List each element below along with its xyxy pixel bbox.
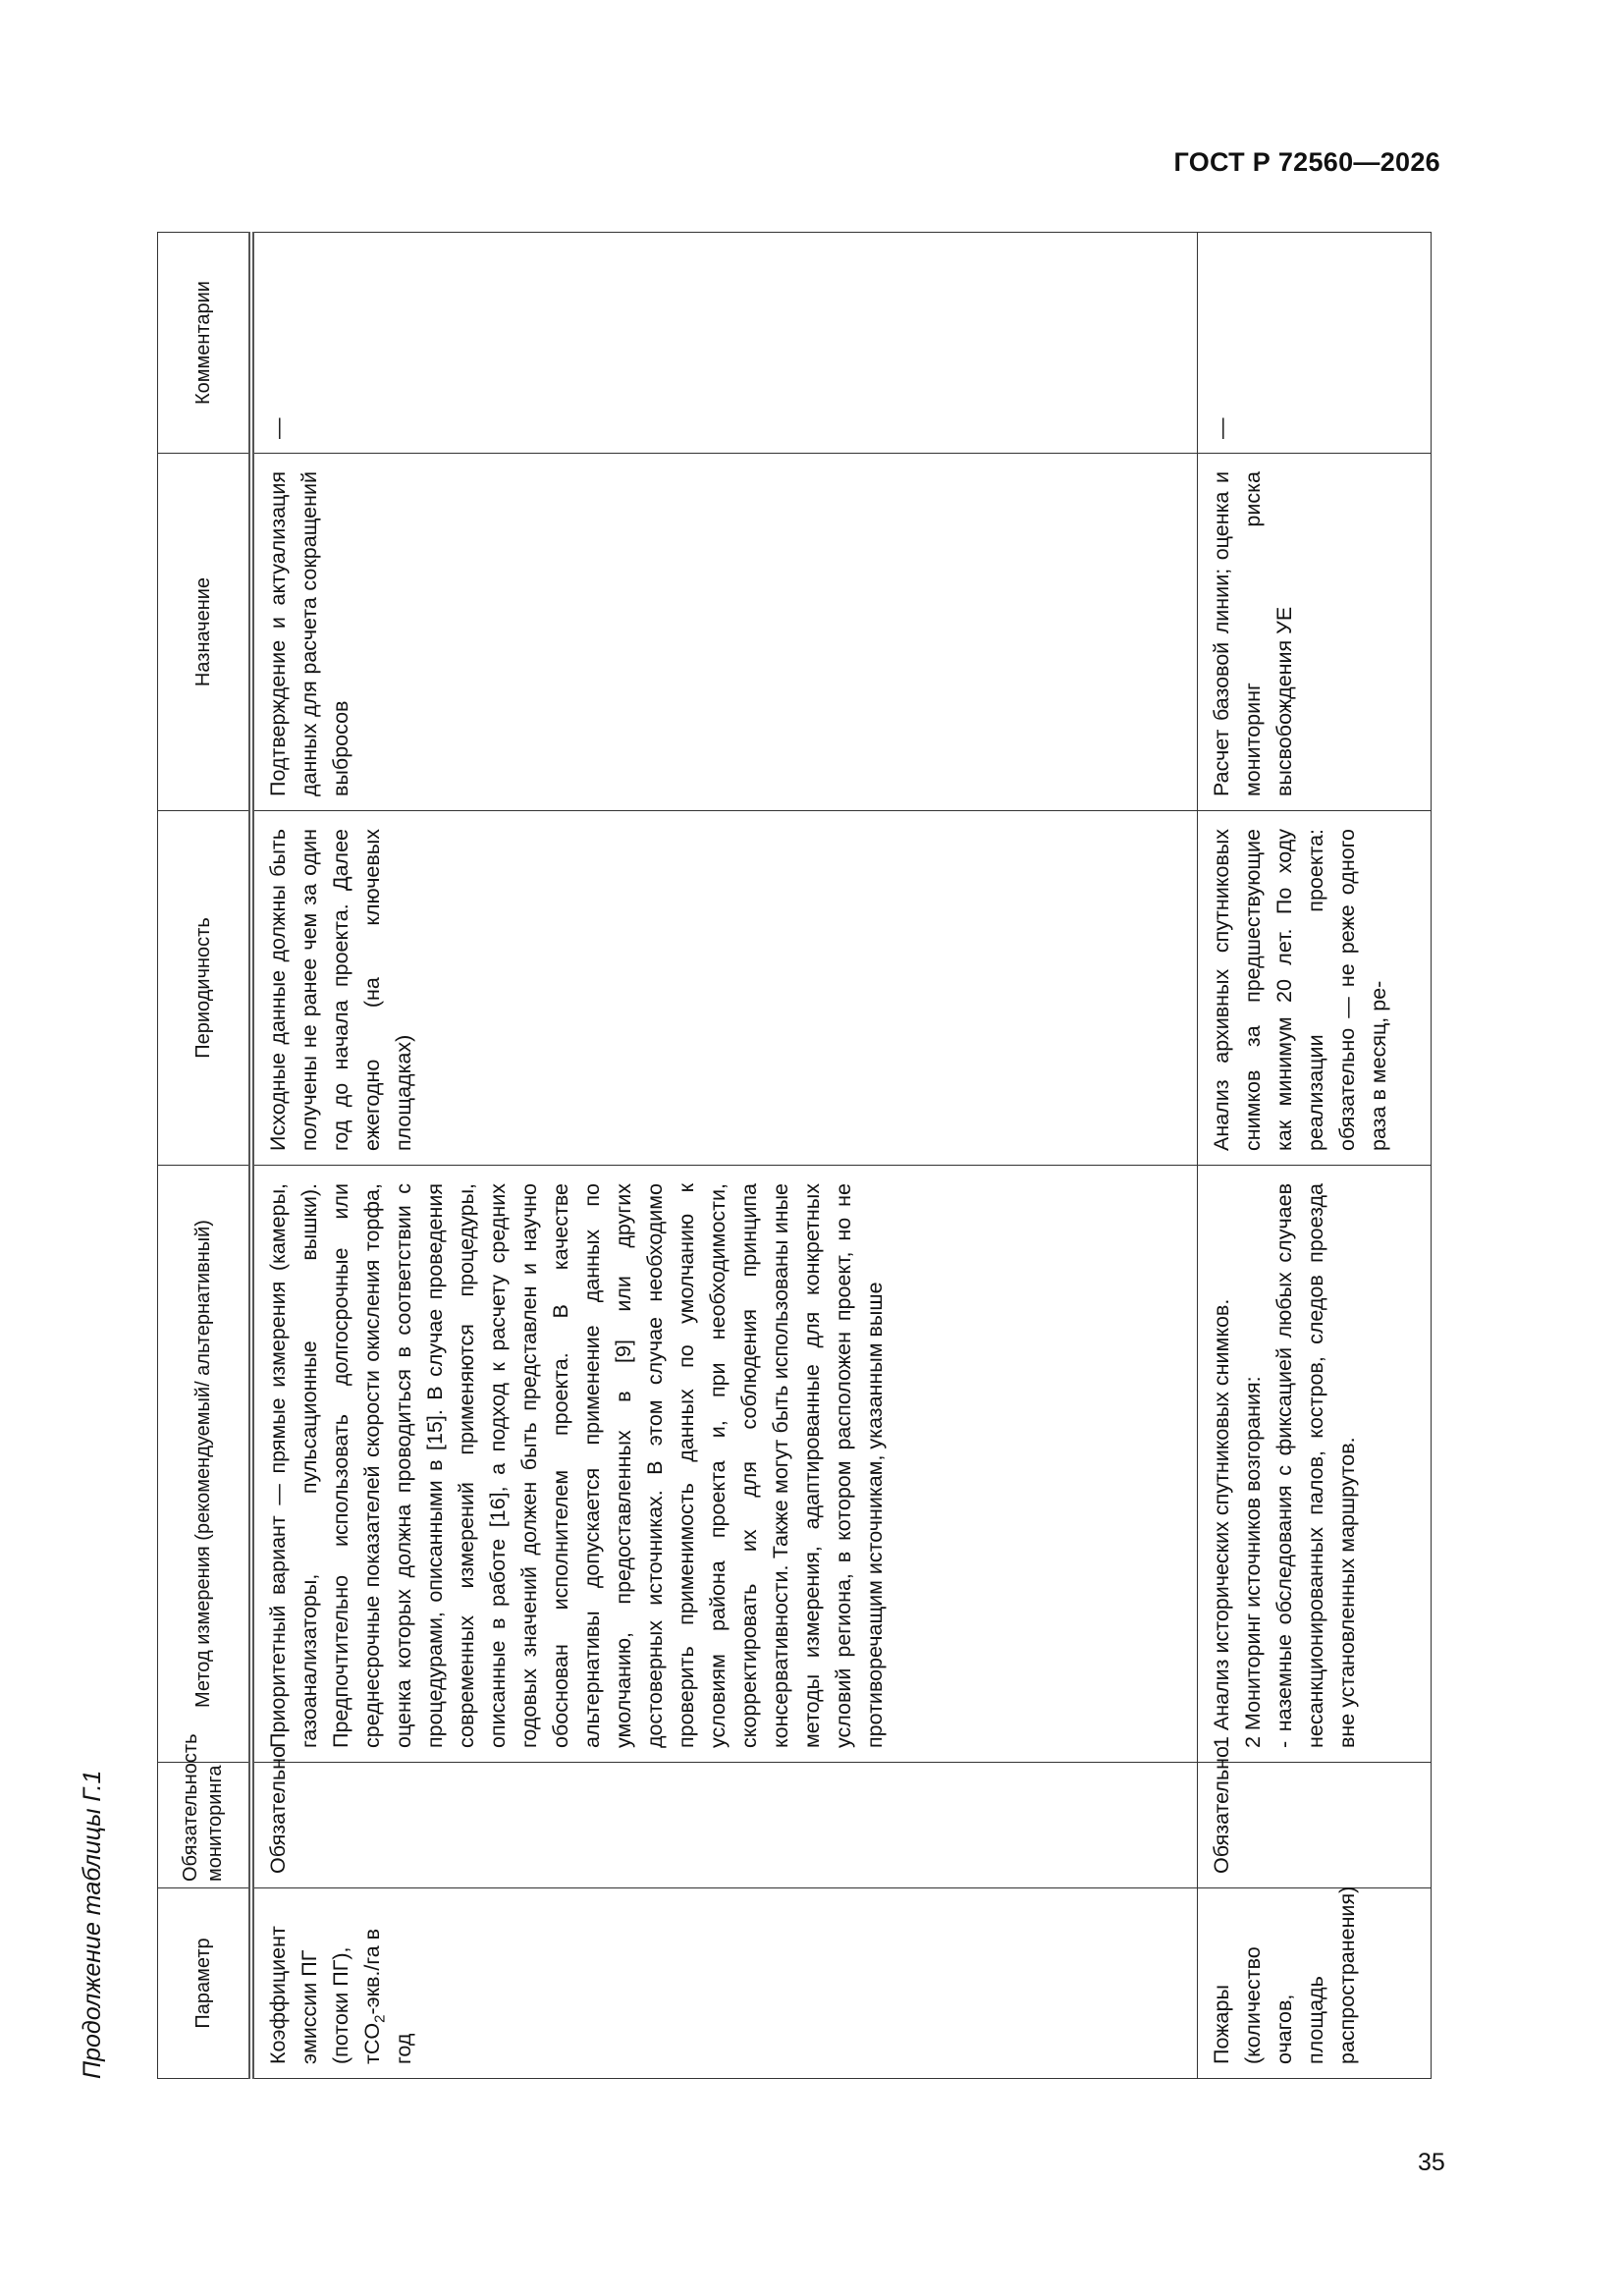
table-header-row [158,233,252,2079]
cell-method: Приоритетный вариант — прямые измерения (камеры, газоанализаторы, пульсационные вышки). Предпочтительно использовать долгосрочные или среднесрочные показателей скорости окисления торфа, оценка которых должна проводиться в соответствии с процедурами, описанными в [15]. В случае проведения современных измерений применяются процедуры, описанные в работе [16], а подход к расчету средних годовых значений должен быть представлен и научно обоснован исполнителем проекта. В качестве альтернативы допускается применение данных по умолчанию, предоставленных в [9] или других достоверных источниках. В этом случае необходимо проверить применимость данных по умолчанию к условиям района проекта и, при необходимости, скорректировать их для соблюдения принципа консервативности. Также могут быть использованы иные методы измерения, адаптированные для конкретных условий региона, в котором расположен проект, но не противоречащим источникам, указанным выше [251,1166,1197,1763]
cell-periodicity: Исходные данные должны быть получены не ранее чем за один год до начала проекта. Далее ежегодно (на ключевых площадках) [251,811,1197,1166]
rotated-table-container [79,233,1432,2079]
col-header-comment: Комментарии [158,233,252,454]
cell-mandatory: Обязательно [1197,1763,1432,1888]
cell-purpose: Подтверждение и актуализация данных для расчета сокращений выбросов [251,454,1197,811]
parameter-subscript: 2 [371,2014,389,2023]
col-header-purpose: Назначение [158,454,252,811]
cell-mandatory: Обязательно [251,1763,1197,1888]
parameter-prefix: Коэффициент эмиссии ПГ (потоки ПГ), тCO [266,1926,384,2064]
gost-header: ГОСТ Р 72560—2026 [1173,147,1440,177]
cell-method: 1 Анализ исторических спутниковых снимков. 2 Мониторинг источников возгорания: - наземные обследования с фиксацией любых случаев несанкционированных палов, костров, следов проезда вне установленных маршрутов. [1197,1166,1432,1763]
parameters-table [157,232,1432,2079]
col-header-mandatory: Обязательность мониторинга [158,1763,252,1888]
col-header-parameter: Параметр [158,1888,252,2079]
parameter-suffix: -экв./га в год [360,1928,415,2064]
table-caption: Продолжение таблицы Г.1 [79,1770,106,2079]
page-number: 35 [1418,2149,1445,2176]
cell-comment: — [1197,233,1432,454]
cell-parameter [251,1888,1197,2079]
cell-periodicity: Анализ архивных спутниковых снимков за предшествующие как минимум 20 лет. По ходу реализации проекта: обязательно — не реже одного раза в месяц, ре- [1197,811,1432,1166]
col-header-periodicity: Периодичность [158,811,252,1166]
cell-parameter: Пожары (количество очагов, площадь распространения) [1197,1888,1432,2079]
table-row [251,233,1197,2079]
cell-comment: — [251,233,1197,454]
table-row [1197,233,1432,2079]
col-header-method: Метод измерения (рекомендуемый/ альтернативный) [158,1166,252,1763]
cell-purpose: Расчет базовой линии; оценка и мониторинг риска высвобождения УЕ [1197,454,1432,811]
